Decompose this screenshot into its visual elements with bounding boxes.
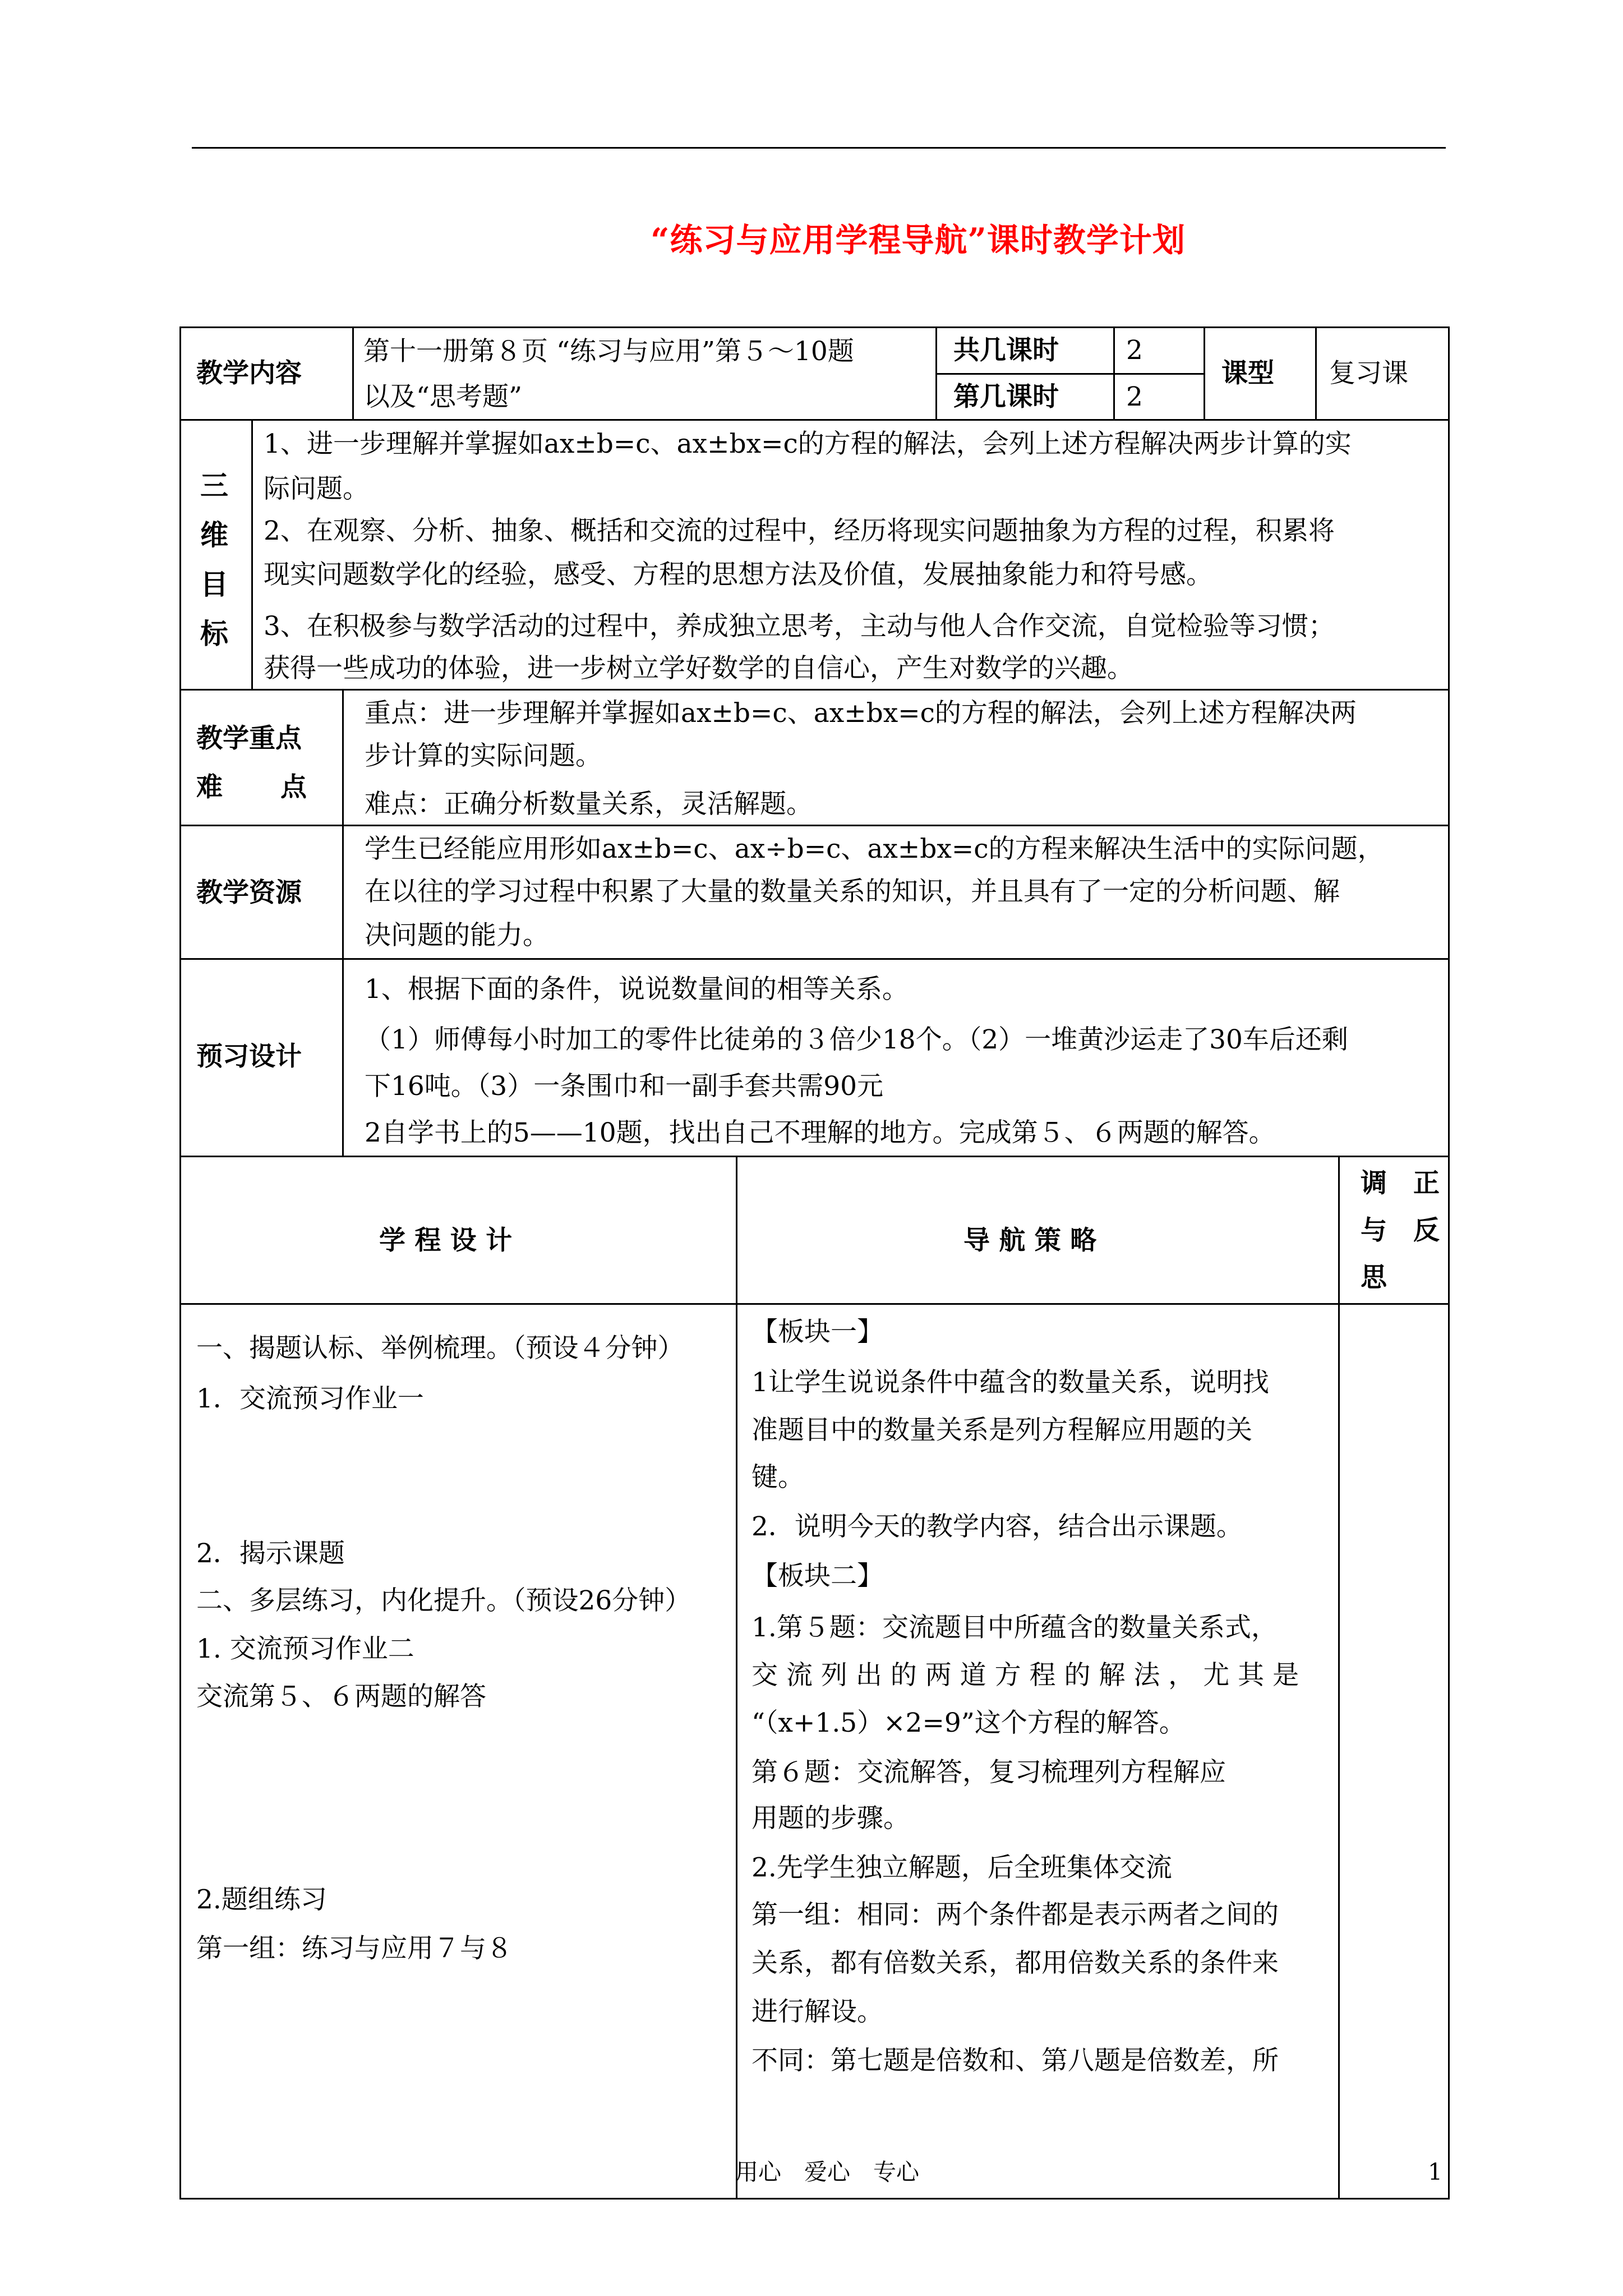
which-hour-label: 第几课时 bbox=[953, 381, 1059, 412]
column-header-strategy: 导 航 策 略 bbox=[963, 1225, 1097, 1256]
difficulty-label-b: 点 bbox=[280, 772, 307, 803]
strategy-line: “（x+1.5）×2=9”这个方程的解答。 bbox=[751, 1708, 1186, 1738]
difficulty-label-a: 难 bbox=[196, 772, 223, 803]
total-hours-label: 共几课时 bbox=[953, 335, 1059, 366]
goal-line: 现实问题数学化的经验，感受、方程的思想方法及价值，发展抽象能力和符号感。 bbox=[264, 559, 1212, 590]
strategy-line: 键。 bbox=[751, 1462, 804, 1493]
preview-line: （1）师傅每小时加工的零件比徒弟的３倍少18个。（2）一堆黄沙运走了30车后还剩 bbox=[365, 1024, 1348, 1055]
design-line: 二、多层练习，内化提升。（预设26分钟） bbox=[196, 1585, 691, 1616]
strategy-line: 【板块二】 bbox=[751, 1561, 883, 1591]
adjust-header-char: 正 bbox=[1413, 1168, 1440, 1199]
resource-line: 在以往的学习过程中积累了大量的数量关系的知识，并且具有了一定的分析问题、解 bbox=[365, 876, 1340, 907]
goal-line: 3、在积极参与数学活动的过程中，养成独立思考，主动与他人合作交流，自觉检验等习惯； bbox=[264, 611, 1335, 642]
design-line: 第一组：练习与应用７与８ bbox=[196, 1933, 513, 1964]
lesson-type-value: 复习课 bbox=[1329, 358, 1408, 389]
strategy-line: 进行解设。 bbox=[751, 1996, 883, 2027]
design-line: 2．揭示课题 bbox=[196, 1538, 345, 1569]
adjust-header-char: 调 bbox=[1361, 1168, 1387, 1199]
strategy-line: 关系，都有倍数关系，都用倍数关系的条件来 bbox=[751, 1948, 1279, 1978]
goal-line: 获得一些成功的体验，进一步树立学好数学的自信心，产生对数学的兴趣。 bbox=[264, 653, 1133, 684]
content-label: 教学内容 bbox=[196, 358, 302, 389]
strategy-line: 【板块一】 bbox=[751, 1317, 883, 1347]
which-hour-value: 2 bbox=[1126, 381, 1143, 412]
strategy-line: 1让学生说说条件中蕴含的数量关系，说明找 bbox=[751, 1367, 1269, 1398]
header-rule bbox=[192, 147, 1446, 149]
adjust-header-char: 反 bbox=[1413, 1215, 1440, 1246]
design-line: 交流第５、６两题的解答 bbox=[196, 1681, 486, 1712]
strategy-line: 准题目中的数量关系是列方程解应用题的关 bbox=[751, 1415, 1252, 1446]
strategy-line: 交 流 列 出 的 两 道 方 程 的 解 法 ， 尤 其 是 bbox=[751, 1660, 1299, 1691]
preview-line: 下16吨。（3）一条围巾和一副手套共需90元 bbox=[365, 1071, 884, 1102]
design-line: 2.题组练习 bbox=[196, 1884, 327, 1915]
strategy-line: 1.第５题：交流题目中所蕴含的数量关系式， bbox=[751, 1612, 1278, 1643]
goals-label-char: 三 bbox=[200, 469, 228, 502]
content-line-2: 以及“思考题” bbox=[363, 381, 523, 412]
preview-label: 预习设计 bbox=[196, 1041, 302, 1072]
content-line-1: 第十一册第８页 “练习与应用”第５～10题 bbox=[363, 336, 854, 367]
adjust-header-char: 与 bbox=[1361, 1215, 1387, 1246]
strategy-line: 2.先学生独立解题，后全班集体交流 bbox=[751, 1852, 1172, 1883]
strategy-line: 第６题：交流解答，复习梳理列方程解应 bbox=[751, 1757, 1226, 1788]
goal-line: 2、在观察、分析、抽象、概括和交流的过程中，经历将现实问题抽象为方程的过程，积累将 bbox=[264, 516, 1335, 546]
goals-label-char: 标 bbox=[200, 617, 228, 650]
resource-line: 决问题的能力。 bbox=[365, 920, 549, 951]
design-line: 1. 交流预习作业二 bbox=[196, 1634, 414, 1664]
page-number: 1 bbox=[1428, 2159, 1443, 2185]
lesson-type-label: 课型 bbox=[1221, 358, 1274, 389]
keypoints-label: 教学重点 bbox=[196, 723, 302, 754]
strategy-line: 第一组：相同：两个条件都是表示两者之间的 bbox=[751, 1899, 1279, 1930]
strategy-line: 不同：第七题是倍数和、第八题是倍数差，所 bbox=[751, 2045, 1279, 2076]
goals-label-char: 目 bbox=[200, 568, 228, 601]
document-title: “练习与应用学程导航”课时教学计划 bbox=[651, 221, 1186, 259]
preview-line: 2自学书上的5——10题，找出自己不理解的地方。完成第５、６两题的解答。 bbox=[365, 1117, 1275, 1148]
strategy-line: 2．说明今天的教学内容，结合出示课题。 bbox=[751, 1511, 1243, 1542]
footer-motto: 用心 爱心 专心 bbox=[735, 2159, 919, 2185]
strategy-line: 用题的步骤。 bbox=[751, 1803, 910, 1834]
goal-line: 1、进一步理解并掌握如ax±b=c、ax±bx=c的方程的解法，会列上述方程解决两步计算的实 bbox=[264, 429, 1352, 459]
design-line: 一、揭题认标、举例梳理。（预设４分钟） bbox=[196, 1333, 684, 1364]
design-line: 1．交流预习作业一 bbox=[196, 1383, 424, 1414]
goals-label-char: 维 bbox=[200, 518, 228, 551]
resources-label: 教学资源 bbox=[196, 877, 302, 908]
keypoint-line: 重点：进一步理解并掌握如ax±b=c、ax±bx=c的方程的解法，会列上述方程解决两 bbox=[365, 698, 1357, 729]
column-header-design: 学 程 设 计 bbox=[379, 1225, 513, 1256]
goal-line: 际问题。 bbox=[264, 473, 369, 504]
total-hours-value: 2 bbox=[1126, 335, 1143, 366]
keypoint-line: 难点：正确分析数量关系，灵活解题。 bbox=[365, 789, 813, 820]
preview-line: 1、根据下面的条件，说说数量间的相等关系。 bbox=[365, 974, 909, 1005]
keypoint-line: 步计算的实际问题。 bbox=[365, 740, 602, 771]
resource-line: 学生已经能应用形如ax±b=c、ax÷b=c、ax±bx=c的方程来解决生活中的实际问题， bbox=[365, 834, 1384, 864]
adjust-header-char: 思 bbox=[1361, 1262, 1387, 1293]
